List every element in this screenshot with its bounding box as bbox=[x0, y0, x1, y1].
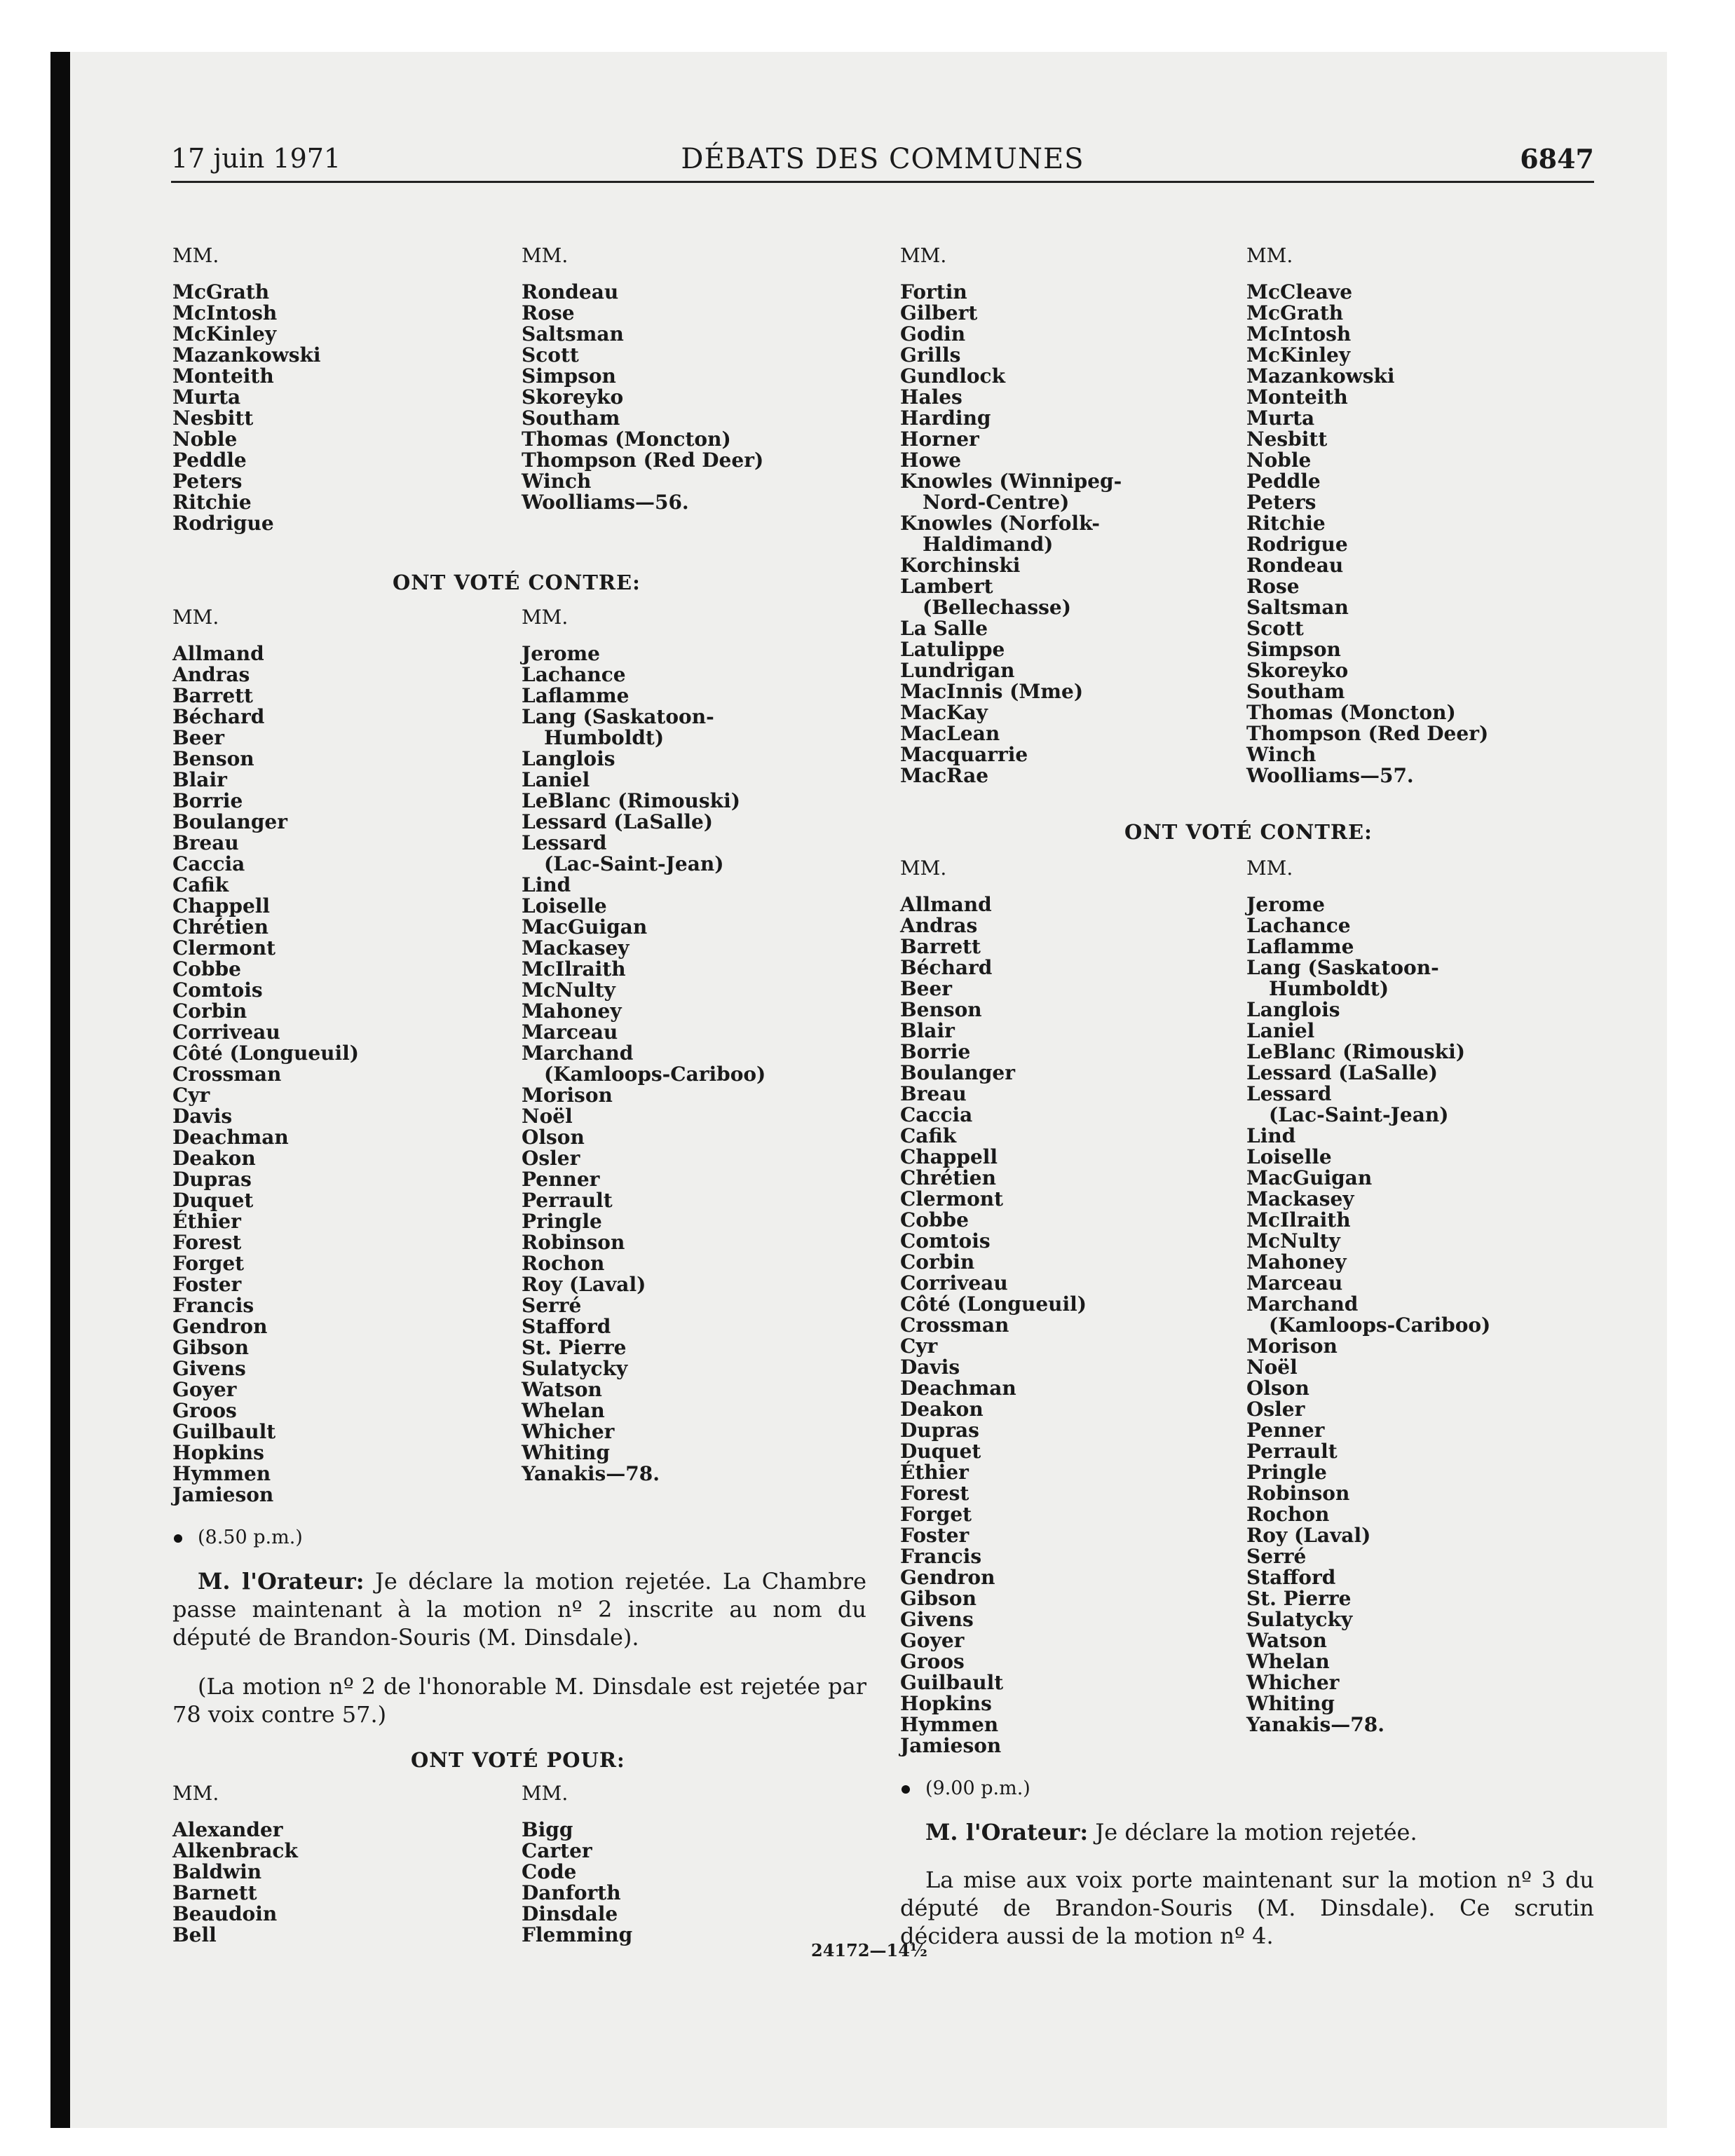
member-name: Ritchie bbox=[172, 491, 252, 514]
member-name: (Lac-Saint-Jean) bbox=[1269, 1103, 1449, 1126]
left-nays-heading: ONT VOTÉ CONTRE: bbox=[393, 571, 641, 594]
right-nays-heading: ONT VOTÉ CONTRE: bbox=[1124, 820, 1373, 844]
member-name: Sulatycky bbox=[1246, 1608, 1353, 1631]
right-nays-col2 bbox=[1246, 858, 1490, 1735]
member-name: Haldimand) bbox=[923, 533, 1054, 556]
member-name: Langlois bbox=[1246, 998, 1340, 1021]
bullet-icon bbox=[901, 1785, 910, 1794]
page-footer: 24172—14½ bbox=[811, 1940, 927, 1960]
member-name: Whicher bbox=[1246, 1671, 1340, 1694]
member-name: Comtois bbox=[172, 978, 263, 1002]
member-name: Marceau bbox=[1246, 1271, 1343, 1295]
left-yeas-heading: ONT VOTÉ POUR: bbox=[411, 1748, 625, 1772]
member-name: Nesbitt bbox=[172, 407, 254, 430]
member-name: Noble bbox=[172, 428, 238, 451]
member-name: Saltsman bbox=[522, 322, 624, 346]
left-yeas-col2 bbox=[522, 245, 763, 513]
member-name: Loiselle bbox=[1246, 1145, 1332, 1168]
member-name: Davis bbox=[172, 1105, 233, 1128]
member-name: Côté (Longueuil) bbox=[172, 1042, 360, 1065]
member-name: Scott bbox=[522, 343, 579, 367]
member-name: Serré bbox=[1246, 1545, 1307, 1568]
member-name: Borrie bbox=[172, 789, 243, 812]
member-name: Knowles (Winnipeg- bbox=[900, 470, 1122, 493]
member-name: Rose bbox=[1246, 575, 1300, 598]
member-name: Boulanger bbox=[900, 1061, 1015, 1084]
member-name: Lind bbox=[522, 873, 571, 896]
mm-label: MM. bbox=[1246, 244, 1293, 267]
member-name: Lachance bbox=[1246, 914, 1351, 937]
member-name: Latulippe bbox=[900, 638, 1005, 661]
member-name: Rodrigue bbox=[1246, 533, 1348, 556]
member-name: Beer bbox=[172, 726, 225, 749]
member-name: Éthier bbox=[900, 1461, 969, 1484]
member-name: Forget bbox=[172, 1252, 245, 1275]
member-name: Gundlock bbox=[900, 364, 1005, 388]
member-name: Lind bbox=[1246, 1124, 1296, 1147]
member-name: Blair bbox=[900, 1019, 955, 1042]
member-name: Roy (Laval) bbox=[1246, 1524, 1371, 1547]
header-title: DÉBATS DES COMMUNES bbox=[681, 143, 1084, 175]
member-name: Lessard bbox=[522, 831, 607, 854]
member-name: Goyer bbox=[900, 1629, 965, 1652]
member-name: Givens bbox=[172, 1357, 246, 1380]
member-name: Duquet bbox=[172, 1189, 254, 1212]
member-name: Perrault bbox=[522, 1189, 613, 1212]
member-name: Barrett bbox=[900, 935, 981, 958]
member-name: Borrie bbox=[900, 1040, 971, 1063]
left-nays-col1 bbox=[172, 607, 359, 1506]
member-name: Monteith bbox=[1246, 386, 1348, 409]
member-name: Baldwin bbox=[172, 1860, 262, 1883]
member-name: Caccia bbox=[900, 1103, 973, 1126]
member-name: Winch bbox=[1246, 743, 1316, 766]
member-name: Jamieson bbox=[900, 1734, 1002, 1757]
member-name: Stafford bbox=[522, 1315, 611, 1338]
member-name: Rose bbox=[522, 301, 575, 325]
member-name: Murta bbox=[172, 386, 241, 409]
mm-label: MM. bbox=[900, 244, 947, 267]
member-name: Rondeau bbox=[522, 280, 619, 303]
member-name: Mackasey bbox=[522, 936, 630, 960]
member-name: LeBlanc (Rimouski) bbox=[522, 789, 740, 812]
member-name: Guilbault bbox=[172, 1420, 276, 1443]
mm-label: MM. bbox=[522, 606, 569, 629]
member-name: Boulanger bbox=[172, 810, 287, 833]
member-name: Andras bbox=[172, 663, 250, 686]
member-name: Groos bbox=[900, 1650, 965, 1673]
member-name: Yanakis—78. bbox=[1246, 1713, 1384, 1736]
member-name: Breau bbox=[900, 1082, 967, 1105]
member-name: Forest bbox=[172, 1231, 242, 1254]
member-name: Clermont bbox=[172, 936, 276, 960]
member-name: MacKay bbox=[900, 701, 988, 724]
member-name: (Kamloops-Cariboo) bbox=[544, 1063, 766, 1086]
member-name: Pringle bbox=[1246, 1461, 1327, 1484]
member-name: (Lac-Saint-Jean) bbox=[544, 852, 724, 875]
speaker-label: M. l'Orateur: bbox=[925, 1819, 1089, 1845]
member-name: Whiting bbox=[522, 1441, 610, 1464]
member-name: Caccia bbox=[172, 852, 245, 875]
member-name: Bigg bbox=[522, 1818, 573, 1841]
mm-label: MM. bbox=[900, 857, 947, 880]
member-name: Allmand bbox=[900, 893, 992, 916]
right-nays-col1 bbox=[900, 858, 1087, 1756]
member-name: Barnett bbox=[172, 1881, 257, 1904]
member-name: Lachance bbox=[522, 663, 626, 686]
page-header bbox=[171, 143, 1594, 183]
member-name: Murta bbox=[1246, 407, 1315, 430]
left-result-paragraph: (La motion nº 2 de l'honorable M. Dinsdale est rejetée par 78 voix contre 57.) bbox=[172, 1673, 866, 1728]
member-name: Deakon bbox=[172, 1147, 256, 1170]
member-name: McIntosh bbox=[1246, 322, 1352, 346]
member-name: MacRae bbox=[900, 764, 989, 787]
member-name: Cyr bbox=[172, 1084, 210, 1107]
member-name: Southam bbox=[1246, 680, 1345, 703]
member-name: Korchinski bbox=[900, 554, 1021, 577]
member-name: Penner bbox=[522, 1168, 600, 1191]
speaker-text: Je déclare la motion rejetée. La Chambre passe maintenant à la motion nº 2 inscrite au nom du député de Brandon-Souris (M. Dinsdale). bbox=[172, 1568, 867, 1651]
member-name: Chrétien bbox=[172, 915, 268, 939]
member-name: Southam bbox=[522, 407, 620, 430]
member-name: Horner bbox=[900, 428, 979, 451]
member-name: Skoreyko bbox=[522, 386, 624, 409]
member-name: Skoreyko bbox=[1246, 659, 1349, 682]
speaker-label: M. l'Orateur: bbox=[198, 1568, 365, 1595]
mm-label: MM. bbox=[1246, 857, 1293, 880]
member-name: Ritchie bbox=[1246, 512, 1326, 535]
member-name: Benson bbox=[900, 998, 982, 1021]
member-name: Nord-Centre) bbox=[923, 491, 1070, 514]
member-name: Pringle bbox=[522, 1210, 602, 1233]
member-name: Gendron bbox=[172, 1315, 268, 1338]
right-yeas-col2 bbox=[1246, 245, 1488, 786]
member-name: Gibson bbox=[900, 1587, 977, 1610]
member-name: Jamieson bbox=[172, 1483, 274, 1506]
member-name: Laflamme bbox=[522, 684, 630, 707]
member-name: McNulty bbox=[1246, 1229, 1340, 1253]
member-name: MacGuigan bbox=[1246, 1166, 1373, 1189]
member-name: Francis bbox=[900, 1545, 982, 1568]
member-name: Noël bbox=[522, 1105, 573, 1128]
member-name: Duquet bbox=[900, 1440, 981, 1463]
member-name: Thompson (Red Deer) bbox=[522, 449, 764, 472]
member-name: MacGuigan bbox=[522, 915, 648, 939]
member-name: Stafford bbox=[1246, 1566, 1336, 1589]
left-yeas-col1 bbox=[172, 245, 321, 534]
page-number: 6847 bbox=[1520, 143, 1594, 175]
member-name: Humboldt) bbox=[544, 726, 665, 749]
member-name: Peters bbox=[172, 470, 243, 493]
member-name: Grills bbox=[900, 343, 961, 367]
member-name: (Kamloops-Cariboo) bbox=[1269, 1314, 1491, 1337]
member-name: Beaudoin bbox=[172, 1902, 278, 1925]
member-name: Saltsman bbox=[1246, 596, 1349, 619]
member-name: Guilbault bbox=[900, 1671, 1004, 1694]
member-name: Langlois bbox=[522, 747, 615, 770]
member-name: Marchand bbox=[522, 1042, 634, 1065]
member-name: Foster bbox=[172, 1273, 242, 1296]
member-name: Whelan bbox=[522, 1399, 605, 1422]
member-name: Crossman bbox=[172, 1063, 282, 1086]
member-name: Forest bbox=[900, 1482, 969, 1505]
member-name: McCleave bbox=[1246, 280, 1353, 303]
member-name: Béchard bbox=[172, 705, 265, 728]
member-name: Allmand bbox=[172, 642, 264, 665]
member-name: Whicher bbox=[522, 1420, 615, 1443]
member-name: Alkenbrack bbox=[172, 1839, 298, 1862]
member-name: Deakon bbox=[900, 1398, 984, 1421]
member-name: Cafik bbox=[900, 1124, 957, 1147]
member-name: Olson bbox=[522, 1126, 585, 1149]
member-name: Simpson bbox=[1246, 638, 1341, 661]
member-name: Hales bbox=[900, 386, 962, 409]
member-name: Béchard bbox=[900, 956, 993, 979]
member-name: Howe bbox=[900, 449, 962, 472]
member-name: Knowles (Norfolk- bbox=[900, 512, 1100, 535]
member-name: Robinson bbox=[522, 1231, 625, 1254]
member-name: Laniel bbox=[522, 768, 590, 791]
member-name: Hymmen bbox=[172, 1462, 271, 1485]
member-name: Crossman bbox=[900, 1314, 1009, 1337]
member-name: Lambert bbox=[900, 575, 993, 598]
member-name: Comtois bbox=[900, 1229, 991, 1253]
member-name: Gendron bbox=[900, 1566, 995, 1589]
member-name: Cyr bbox=[900, 1335, 938, 1358]
member-name: Mahoney bbox=[1246, 1250, 1347, 1274]
member-name: Thompson (Red Deer) bbox=[1246, 722, 1489, 745]
member-name: Morison bbox=[522, 1084, 613, 1107]
member-name: Lang (Saskatoon- bbox=[1246, 956, 1439, 979]
member-name: Harding bbox=[900, 407, 991, 430]
member-name: Rondeau bbox=[1246, 554, 1344, 577]
member-name: Penner bbox=[1246, 1419, 1325, 1442]
member-name: Carter bbox=[522, 1839, 592, 1862]
member-name: Whiting bbox=[1246, 1692, 1335, 1715]
member-name: McGrath bbox=[1246, 301, 1344, 325]
member-name: Woolliams—57. bbox=[1246, 764, 1414, 787]
member-name: Clermont bbox=[900, 1187, 1004, 1210]
member-name: Robinson bbox=[1246, 1482, 1350, 1505]
member-name: MacInnis (Mme) bbox=[900, 680, 1084, 703]
member-name: Barrett bbox=[172, 684, 253, 707]
member-name: Breau bbox=[172, 831, 239, 854]
member-name: Peddle bbox=[172, 449, 247, 472]
member-name: Corbin bbox=[172, 999, 247, 1023]
left-nays-col2 bbox=[522, 607, 766, 1485]
member-name: Yanakis—78. bbox=[522, 1462, 660, 1485]
left-speaker-paragraph bbox=[172, 1567, 866, 1651]
member-name: Jerome bbox=[1246, 893, 1325, 916]
member-name: Winch bbox=[522, 470, 592, 493]
member-name: Thomas (Moncton) bbox=[1246, 701, 1456, 724]
member-name: Hopkins bbox=[900, 1692, 992, 1715]
member-name: Peddle bbox=[1246, 470, 1321, 493]
mm-label: MM. bbox=[172, 606, 219, 629]
member-name: Hopkins bbox=[172, 1441, 264, 1464]
member-name: Cobbe bbox=[172, 957, 241, 981]
member-name: Corbin bbox=[900, 1250, 975, 1274]
member-name: Lang (Saskatoon- bbox=[522, 705, 714, 728]
member-name: Simpson bbox=[522, 364, 616, 388]
mm-label: MM. bbox=[172, 244, 219, 267]
member-name: Hymmen bbox=[900, 1713, 999, 1736]
member-name: Andras bbox=[900, 914, 978, 937]
member-name: LeBlanc (Rimouski) bbox=[1246, 1040, 1465, 1063]
member-name: Laflamme bbox=[1246, 935, 1354, 958]
right-speaker-paragraph bbox=[900, 1818, 1594, 1846]
member-name: Deachman bbox=[900, 1377, 1016, 1400]
member-name: Morison bbox=[1246, 1335, 1338, 1358]
mm-label: MM. bbox=[522, 1782, 569, 1805]
member-name: St. Pierre bbox=[1246, 1587, 1352, 1610]
mm-label: MM. bbox=[522, 244, 569, 267]
member-name: McGrath bbox=[172, 280, 270, 303]
member-name: MacLean bbox=[900, 722, 1000, 745]
member-name: McIlraith bbox=[1246, 1208, 1351, 1231]
member-name: Corriveau bbox=[172, 1021, 280, 1044]
member-name: Foster bbox=[900, 1524, 969, 1547]
member-name: Laniel bbox=[1246, 1019, 1315, 1042]
member-name: Code bbox=[522, 1860, 577, 1883]
member-name: Nesbitt bbox=[1246, 428, 1328, 451]
member-name: Serré bbox=[522, 1294, 582, 1317]
member-name: St. Pierre bbox=[522, 1336, 627, 1359]
member-name: Blair bbox=[172, 768, 227, 791]
member-name: Roy (Laval) bbox=[522, 1273, 646, 1296]
member-name: Dupras bbox=[172, 1168, 252, 1191]
member-name: Marchand bbox=[1246, 1292, 1359, 1316]
member-name: Lessard bbox=[1246, 1082, 1332, 1105]
member-name: Éthier bbox=[172, 1210, 241, 1233]
scan-edge bbox=[50, 52, 70, 2128]
member-name: Chappell bbox=[900, 1145, 998, 1168]
member-name: Bell bbox=[172, 1923, 217, 1946]
member-name: Dupras bbox=[900, 1419, 979, 1442]
member-name: Lundrigan bbox=[900, 659, 1015, 682]
member-name: McKinley bbox=[172, 322, 277, 346]
member-name: Lessard (LaSalle) bbox=[522, 810, 714, 833]
member-name: Benson bbox=[172, 747, 254, 770]
member-name: Whelan bbox=[1246, 1650, 1330, 1673]
member-name: McIlraith bbox=[522, 957, 626, 981]
member-name: Macquarrie bbox=[900, 743, 1028, 766]
member-name: Rochon bbox=[522, 1252, 605, 1275]
left-yeas2-col1 bbox=[172, 1783, 298, 1946]
member-name: Dinsdale bbox=[522, 1902, 618, 1925]
member-name: Rodrigue bbox=[172, 512, 274, 535]
member-name: Rochon bbox=[1246, 1503, 1330, 1526]
member-name: Alexander bbox=[172, 1818, 283, 1841]
member-name: Sulatycky bbox=[522, 1357, 628, 1380]
member-name: Deachman bbox=[172, 1126, 289, 1149]
header-date: 17 juin 1971 bbox=[171, 143, 341, 174]
member-name: Danforth bbox=[522, 1881, 621, 1904]
member-name: Flemming bbox=[522, 1923, 633, 1946]
member-name: Olson bbox=[1246, 1377, 1309, 1400]
right-time-stamp: (9.00 p.m.) bbox=[901, 1778, 1030, 1799]
member-name: Mazankowski bbox=[172, 343, 321, 367]
member-name: Thomas (Moncton) bbox=[522, 428, 731, 451]
member-name: Peters bbox=[1246, 491, 1316, 514]
bullet-icon bbox=[174, 1534, 182, 1543]
member-name: Francis bbox=[172, 1294, 254, 1317]
member-name: (Bellechasse) bbox=[923, 596, 1071, 619]
member-name: Gibson bbox=[172, 1336, 249, 1359]
member-name: Cobbe bbox=[900, 1208, 969, 1231]
member-name: Mazankowski bbox=[1246, 364, 1395, 388]
member-name: La Salle bbox=[900, 617, 988, 640]
member-name: Forget bbox=[900, 1503, 972, 1526]
member-name: Beer bbox=[900, 977, 953, 1000]
member-name: Noble bbox=[1246, 449, 1312, 472]
member-name: Noël bbox=[1246, 1356, 1298, 1379]
member-name: Godin bbox=[900, 322, 966, 346]
member-name: Gilbert bbox=[900, 301, 978, 325]
member-name: Cafik bbox=[172, 873, 229, 896]
speaker-text: Je déclare la motion rejetée. bbox=[1095, 1819, 1417, 1845]
member-name: Loiselle bbox=[522, 894, 607, 917]
member-name: McNulty bbox=[522, 978, 615, 1002]
member-name: Chappell bbox=[172, 894, 271, 917]
member-name: Scott bbox=[1246, 617, 1304, 640]
member-name: Fortin bbox=[900, 280, 967, 303]
member-name: Givens bbox=[900, 1608, 974, 1631]
member-name: Lessard (LaSalle) bbox=[1246, 1061, 1438, 1084]
member-name: Woolliams—56. bbox=[522, 491, 689, 514]
member-name: Corriveau bbox=[900, 1271, 1008, 1295]
member-name: Jerome bbox=[522, 642, 600, 665]
right-yeas-col1 bbox=[900, 245, 1122, 786]
member-name: Groos bbox=[172, 1399, 237, 1422]
member-name: Watson bbox=[1246, 1629, 1327, 1652]
member-name: Humboldt) bbox=[1269, 977, 1389, 1000]
member-name: Mahoney bbox=[522, 999, 622, 1023]
member-name: Osler bbox=[1246, 1398, 1305, 1421]
member-name: Osler bbox=[522, 1147, 580, 1170]
member-name: Marceau bbox=[522, 1021, 618, 1044]
left-time-stamp: (8.50 p.m.) bbox=[174, 1527, 303, 1548]
member-name: Watson bbox=[522, 1378, 602, 1401]
member-name: Perrault bbox=[1246, 1440, 1338, 1463]
member-name: Monteith bbox=[172, 364, 274, 388]
member-name: Goyer bbox=[172, 1378, 237, 1401]
member-name: Davis bbox=[900, 1356, 960, 1379]
member-name: McIntosh bbox=[172, 301, 278, 325]
member-name: McKinley bbox=[1246, 343, 1351, 367]
member-name: Côté (Longueuil) bbox=[900, 1292, 1087, 1316]
member-name: Chrétien bbox=[900, 1166, 996, 1189]
left-yeas2-col2 bbox=[522, 1783, 632, 1946]
member-name: Mackasey bbox=[1246, 1187, 1354, 1210]
mm-label: MM. bbox=[172, 1782, 219, 1805]
right-closing-paragraph: La mise aux voix porte maintenant sur la motion nº 3 du député de Brandon-Souris (M. Dinsdale). Ce scrutin décidera aussi de la motion nº 4. bbox=[900, 1867, 1594, 1949]
